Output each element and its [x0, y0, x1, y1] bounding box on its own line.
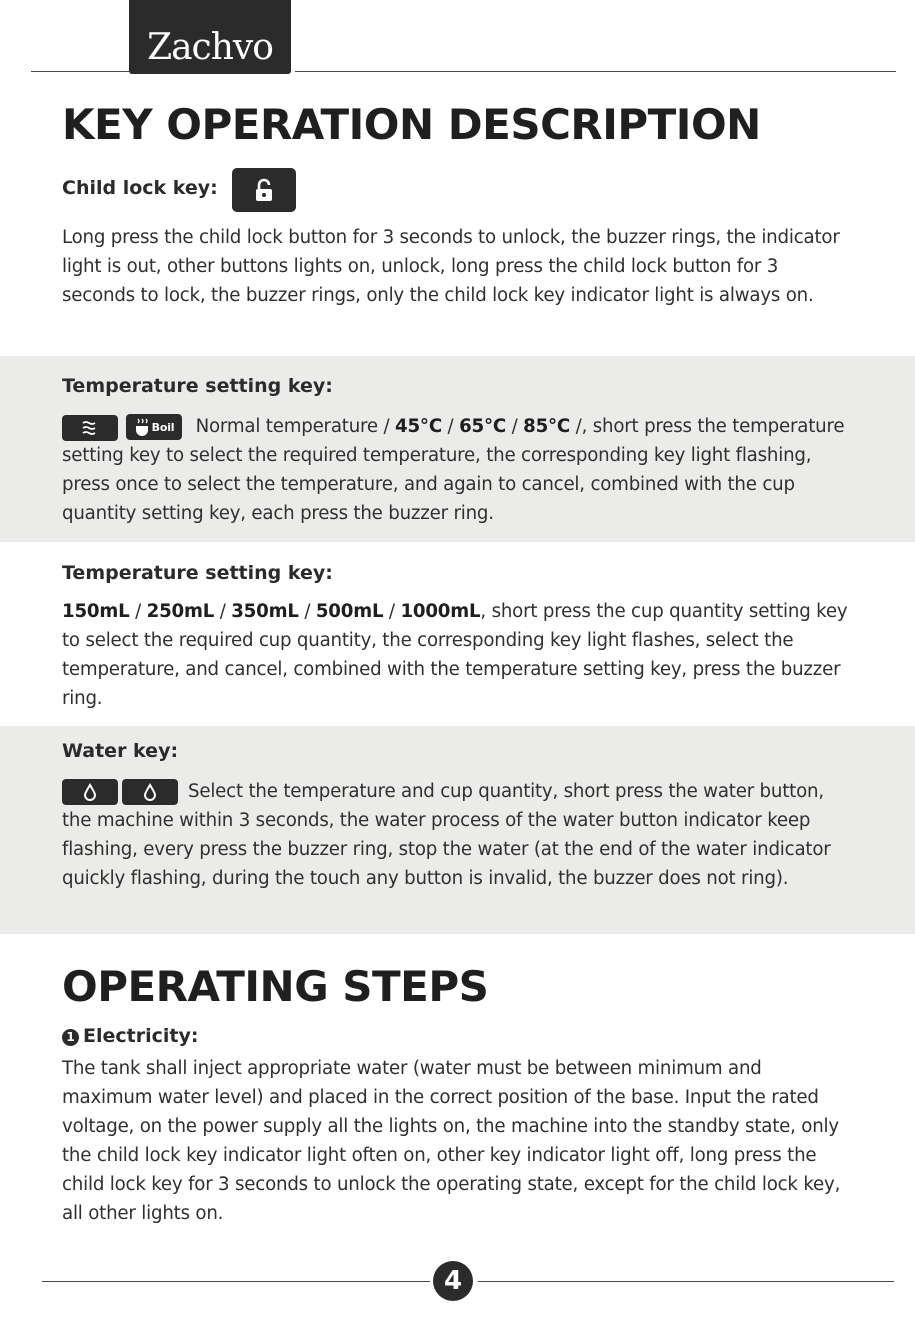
temperature-steam-key [62, 415, 118, 441]
temperature-85: 85°C [523, 416, 571, 437]
child-lock-description: Long press the child lock button for 3 seconds to unlock, the buzzer rings, the indicator light is out, other buttons lights on, unlock, long press the child lock button for 3 seconds to lock, the buzzer rings, only the child lock key indicator light is always on. [62, 227, 840, 306]
cup-1000: 1000mL [400, 601, 481, 622]
temperature-heading: Temperature setting key: [62, 375, 333, 397]
step-number-badge: 1 [62, 1029, 79, 1046]
temperature-45: 45°C [395, 416, 442, 437]
steam-icon [80, 420, 100, 436]
cup-350: 350mL [231, 601, 299, 622]
footer-rule-right [478, 1281, 894, 1282]
temperature-text: /, short press the temperature setting key to select the required temperature, the corresponding key light flashing, press once to select the temperature, and again to cancel, combined with the cup quantity setting key, each press the buzzer ring. [62, 416, 845, 524]
footer-rule-left [42, 1281, 430, 1282]
water-key-1 [62, 779, 118, 805]
page-number: 4 [433, 1261, 473, 1301]
step-electricity-label: Electricity: [83, 1025, 199, 1047]
temperature-description: Boil Normal temperature / 45°C / 65°C / 85°C /, short press the temperature setting key to select the required temperature, the corresponding key light flashing, press once to select the temperature, and again to cancel, combined with the cup quantity setting key, each press the buzzer ring. [62, 412, 852, 528]
brand-logo: Zachvo [129, 0, 291, 74]
step-electricity-description: The tank shall inject appropriate water (water must be between minimum and maximum water level) and placed in the correct position of the base. Input the rated voltage, on the power supply all the lights on, the machine into the standby state, only the child lock key indicator light often on, other key indicator light off, long press the child lock key for 3 seconds to unlock the operating state, except for the child lock key, all other lights on. [62, 1058, 841, 1224]
kettle-icon [134, 418, 150, 436]
child-lock-key [232, 168, 296, 212]
temperature-lead: Normal temperature / [195, 416, 390, 437]
section-title-operating-steps: OPERATING STEPS [62, 962, 489, 1011]
child-lock-heading: Child lock key: [62, 177, 218, 199]
water-drop-icon [143, 783, 157, 801]
cup-quantity-text: , short press the cup quantity setting key to select the required cup quantity, the corresponding key light flashes, select the temperature, and cancel, combined with the temperature setting key, press the buzzer ring. [62, 601, 848, 709]
temperature-65: 65°C [459, 416, 507, 437]
boil-label: Boil [151, 420, 175, 434]
water-key-text: Select the temperature and cup quantity, short press the water button, the machine within 3 seconds, the water process of the water button indicator keep flashing, every press the buzzer ring, stop the water (at the end of the water indicator quickly flashing, during the touch any button is invalid, the buzzer does not ring). [62, 781, 831, 889]
cup-500: 500mL [315, 601, 384, 622]
water-drop-icon [83, 783, 97, 801]
cup-250: 250mL [146, 601, 215, 622]
header-rule-left [31, 71, 129, 72]
temperature-boil-key [126, 414, 182, 440]
cup-quantity-heading: Temperature setting key: [62, 562, 333, 584]
header-rule-right [295, 71, 896, 72]
water-key-2 [122, 779, 178, 805]
cup-150: 150mL [62, 601, 130, 622]
unlock-icon [253, 178, 275, 202]
cup-quantity-description: 150mL / 250mL / 350mL / 500mL / 1000mL, short press the cup quantity setting key to select the required cup quantity, the corresponding key light flashes, select the temperature, and cancel, combined with the temperature setting key, press the buzzer ring. [62, 601, 848, 709]
section-title-key-operation: KEY OPERATION DESCRIPTION [62, 100, 761, 149]
water-key-heading: Water key: [62, 740, 179, 762]
step-electricity-heading [62, 1025, 198, 1047]
water-key-description [62, 777, 852, 893]
